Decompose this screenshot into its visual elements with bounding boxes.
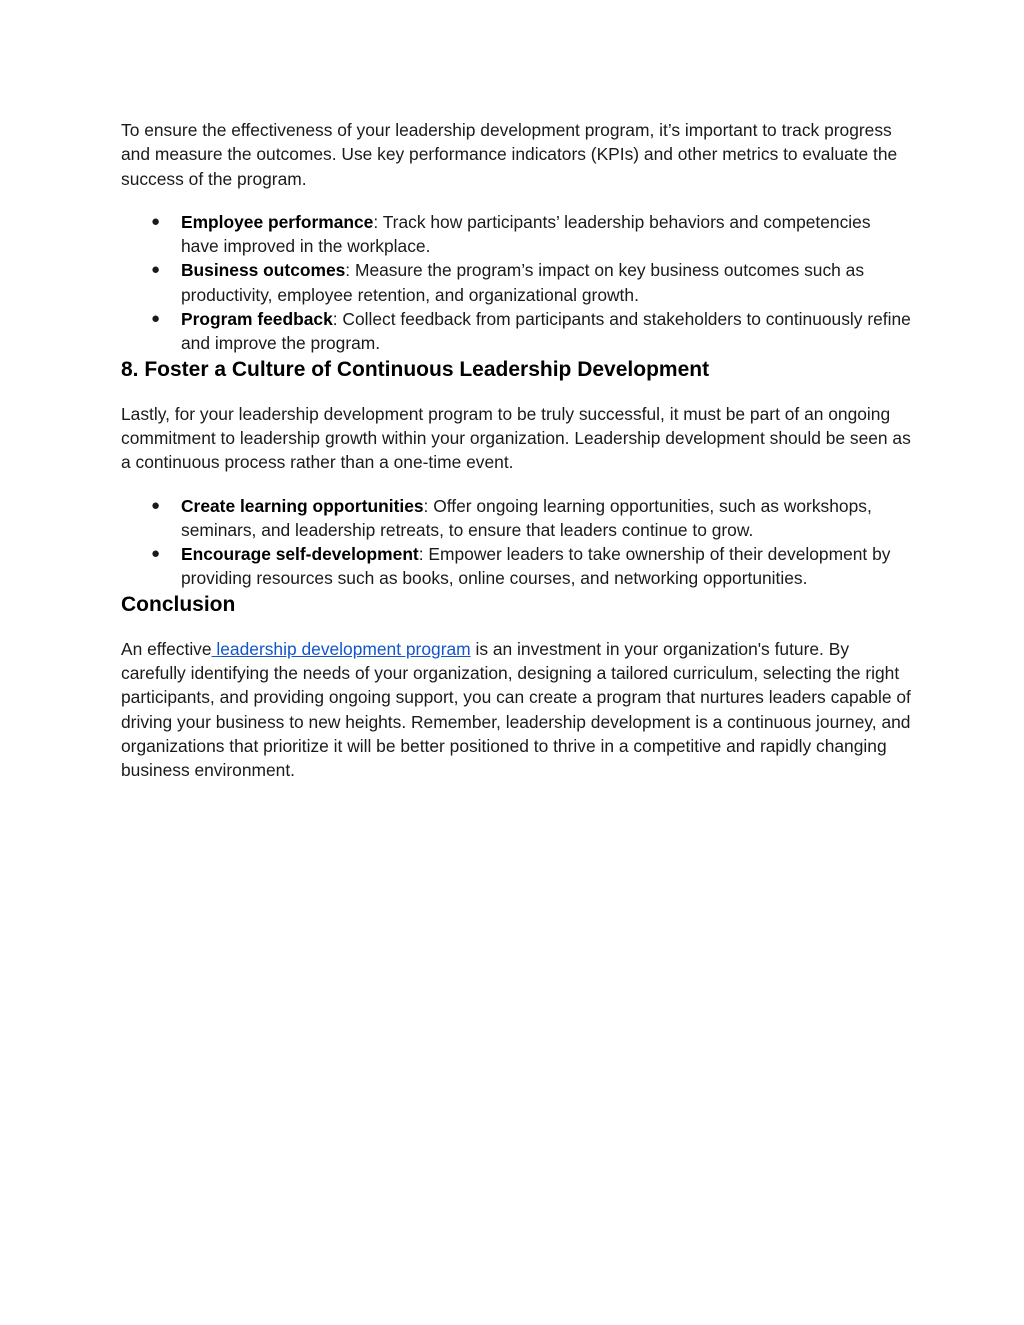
list-item: [121, 494, 911, 543]
development-list: [121, 494, 911, 591]
metrics-list: [121, 210, 911, 356]
list-item-text: : Offer ongoing learning opportunities, such as workshops, seminars, and leadership retreats, to ensure that leaders continue to grow.: [181, 495, 872, 540]
conclusion-text-after-link: is an investment in your organization's future. By carefully identifying the needs of your organization, designing a tailored curriculum, selecting the right participants, and providing ongoing support, you can create a program that nurtures leaders capable of driving your business to new heights. Remember, leadership development is a continuous journey, and organizations that prioritize it will be better positioned to thrive in a competitive and rapidly changing business environment.: [121, 638, 911, 781]
document-body: [121, 118, 911, 783]
list-item-term: Create learning opportunities: [181, 495, 424, 516]
section-heading: 8. Foster a Culture of Continuous Leadership Development: [121, 357, 710, 381]
conclusion-heading: Conclusion: [121, 592, 236, 616]
list-item-term: Business outcomes: [181, 260, 346, 281]
leadership-program-link[interactable]: leadership development program: [211, 638, 471, 659]
list-item-text: : Track how participants’ leadership behaviors and competencies have improved in the workplace.: [181, 211, 871, 257]
list-item-term: Program feedback: [181, 309, 333, 330]
list-item-text: : Measure the program’s impact on key business outcomes such as productivity, employee retention, and organizational growth.: [181, 260, 865, 305]
list-item: [121, 542, 911, 591]
conclusion-paragraph: [121, 637, 911, 783]
list-item-text: : Collect feedback from participants and stakeholders to continuously refine and improve the program.: [181, 309, 911, 354]
bullet-icon: ●: [151, 496, 161, 514]
section-paragraph: Lastly, for your leadership development program to be truly successful, it must be part of an ongoing commitment to leadership growth within your organization. Leadership development should be seen as a continuous process rather than a one-time event.: [121, 403, 911, 473]
list-item-term: Employee performance: [181, 211, 374, 232]
conclusion-text-before-link: An effective: [121, 638, 212, 659]
intro-paragraph: To ensure the effectiveness of your leadership development program, it’s important to track progress and measure the outcomes. Use key performance indicators (KPIs) and other metrics to evaluate the success of the program.: [121, 120, 898, 189]
bullet-icon: ●: [151, 310, 161, 328]
list-item: [121, 210, 911, 259]
list-item: [121, 307, 911, 356]
list-item: [121, 258, 911, 307]
list-item-text: : Empower leaders to take ownership of their development by providing resources such as books, online courses, and networking opportunities.: [181, 544, 891, 589]
bullet-icon: ●: [151, 261, 161, 279]
list-item-term: Encourage self-development: [181, 544, 419, 565]
bullet-icon: ●: [151, 212, 161, 230]
bullet-icon: ●: [151, 545, 161, 563]
